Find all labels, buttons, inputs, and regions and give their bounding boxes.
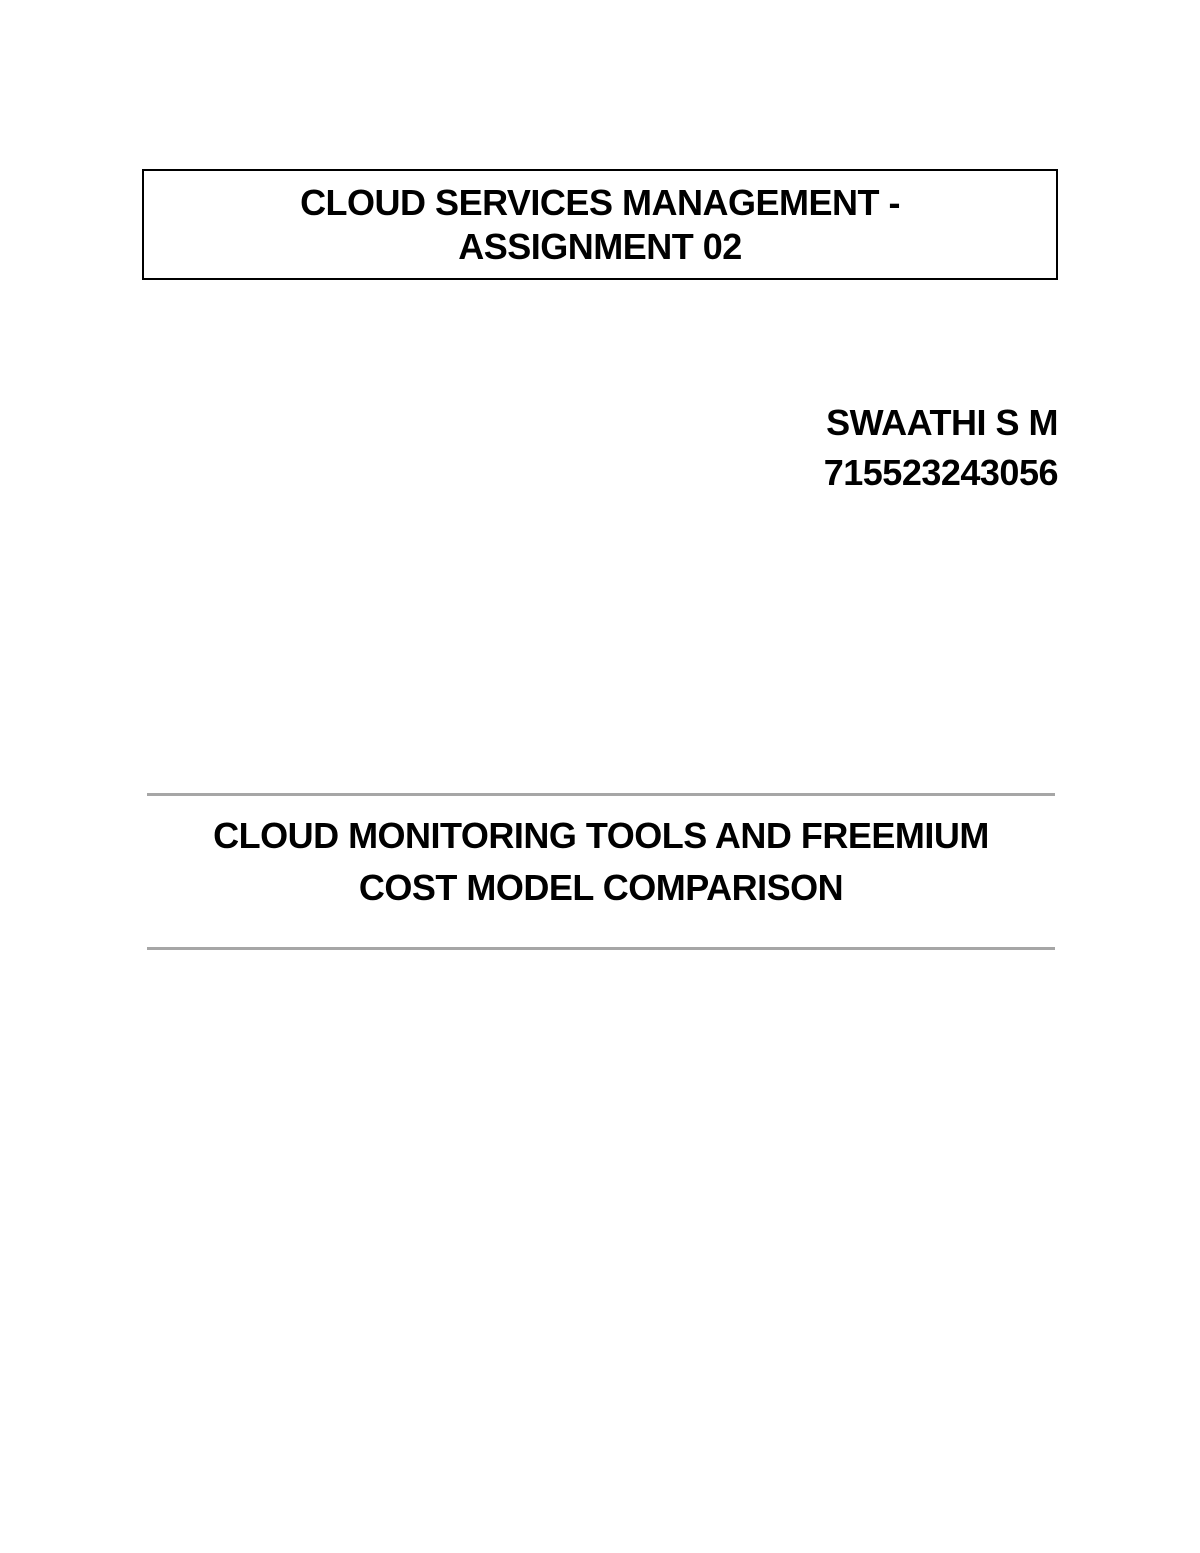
author-name: SWAATHI S M (826, 402, 1058, 443)
topic-title-line-2: COST MODEL COMPARISON (358, 867, 844, 908)
topic-divider-top (147, 793, 1055, 796)
topic-divider-bottom (147, 947, 1055, 950)
topic-title-block (147, 810, 1055, 914)
assignment-title-line-1: CLOUD SERVICES MANAGEMENT - (300, 181, 900, 223)
topic-title-line-1: CLOUD MONITORING TOOLS AND FREEMIUM (213, 815, 989, 856)
author-roll-number: 715523243056 (823, 452, 1058, 493)
author-block (824, 398, 1058, 498)
assignment-title-box (142, 169, 1058, 280)
assignment-title-line-2: ASSIGNMENT 02 (458, 225, 742, 267)
